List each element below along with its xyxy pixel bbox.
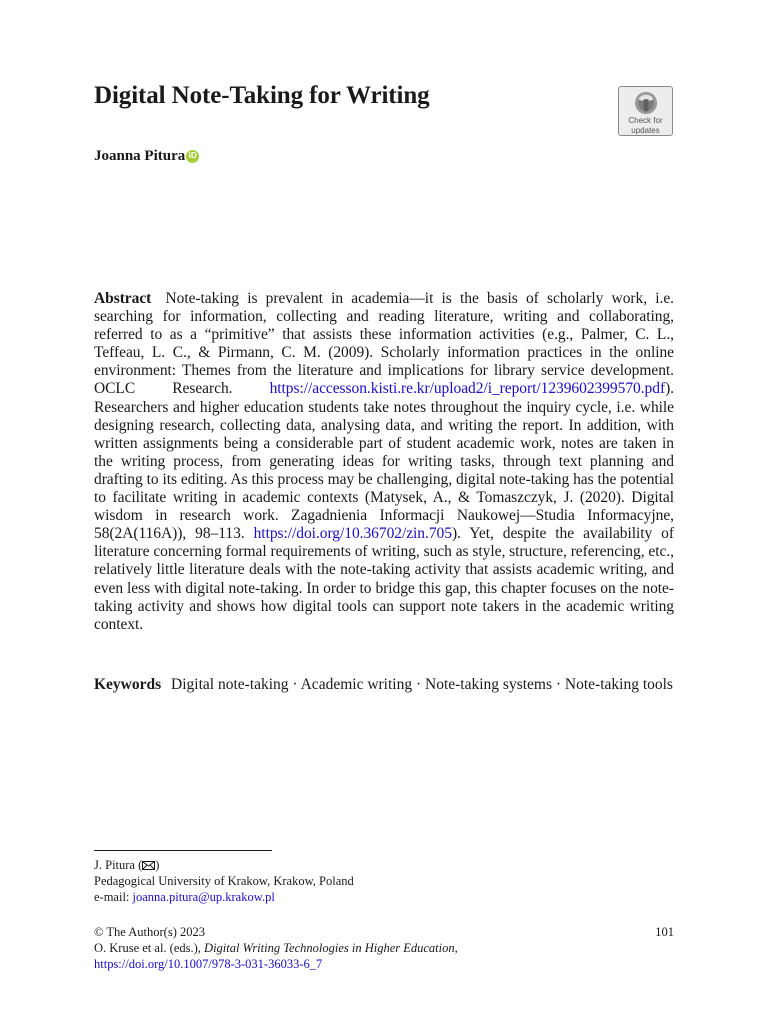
abstract-text-1: Note-taking is prevalent in academia—it is the basis of scholarly work, i.e. searching for information, collecting and reading literature, writing and collaborating, referred to as a “primitive” that assists these information activities (e.g., Palmer, C. L., Teffeau, L. C., & Pirmann, C. M. (2009). Scholarly information practices in the online environment: Themes from the literature and implications for library service development. OCLC Research.: [94, 290, 674, 398]
author-name: Joanna Pitura: [94, 148, 186, 164]
abstract-link-doi[interactable]: https://doi.org/10.36702/zin.705: [253, 525, 452, 543]
envelope-icon[interactable]: [142, 861, 155, 870]
copyright-line: © The Author(s) 2023: [94, 925, 205, 939]
abstract-label: Abstract: [94, 290, 152, 307]
footnote-author: [94, 857, 674, 873]
badge-label-line1: Check for: [628, 116, 663, 125]
paper-title: Digital Note-Taking for Writing: [94, 82, 430, 109]
footnote-divider: [94, 850, 272, 851]
citation-comma: ,: [454, 941, 458, 955]
footnote-author-name: J. Pitura (: [94, 858, 143, 872]
book-title: Digital Writing Technologies in Higher Education: [204, 941, 455, 955]
author-byline: [94, 146, 199, 166]
citation-editors: O. Kruse et al. (eds.),: [94, 941, 205, 955]
keywords-list: Digital note-taking · Academic writing · Note-taking systems · Note-taking tools: [171, 676, 673, 693]
citation-line: [94, 940, 674, 956]
abstract-text-3: ). Yet, despite the availability of literature concerning formal requirements of writing, such as style, structure, referencing, etc., relatively little literature deals with the note-taking activity that assists academic writing, and even less with digital note-taking. In order to bridge this gap, this chapter focuses on the note-taking activity and shows how digital tools can support note takers in the academic writing context.: [94, 525, 674, 633]
email-link[interactable]: joanna.pitura@up.krakow.pl: [132, 890, 275, 904]
check-for-updates-icon: [633, 91, 659, 115]
page-number: 101: [655, 925, 674, 939]
badge-label-line2: updates: [631, 126, 660, 135]
footnote-affiliation: Pedagogical University of Krakow, Krakow, Poland: [94, 874, 354, 888]
orcid-icon[interactable]: iD: [186, 150, 199, 163]
chapter-doi-line: [94, 956, 674, 972]
abstract-text-2: ). Researchers and higher education students take notes throughout the inquiry cycle, i.e. while designing research, collecting data, analysing data, and writing the report. In addition, with written assignments being a considerable part of student academic work, notes are taken in the writing process, from generating ideas for writing tasks, through text planning and drafting to its editing. As this process may be challenging, digital note-taking has the potential to facilitate writing in academic contexts (Matysek, A., & Tomaszczyk, J. (2020). Digital wisdom in research work. Zagadnienia Informacji Naukowej—Studia Informacyjne, 58(2A(116A)), 98–113.: [94, 380, 674, 543]
footnote-author-close: ): [155, 858, 160, 872]
abstract-link-report[interactable]: https://accesson.kisti.re.kr/upload2/i_report/1239602399570.pdf: [269, 380, 666, 398]
keywords-label: Keywords: [94, 676, 162, 693]
keywords-paragraph: [94, 676, 674, 694]
email-label: e-mail:: [94, 890, 133, 904]
abstract-paragraph: [94, 290, 674, 634]
footnote-email-line: [94, 889, 674, 905]
check-for-updates-badge[interactable]: [618, 86, 673, 136]
chapter-doi-link[interactable]: https://doi.org/10.1007/978-3-031-36033-6_7: [94, 957, 323, 971]
